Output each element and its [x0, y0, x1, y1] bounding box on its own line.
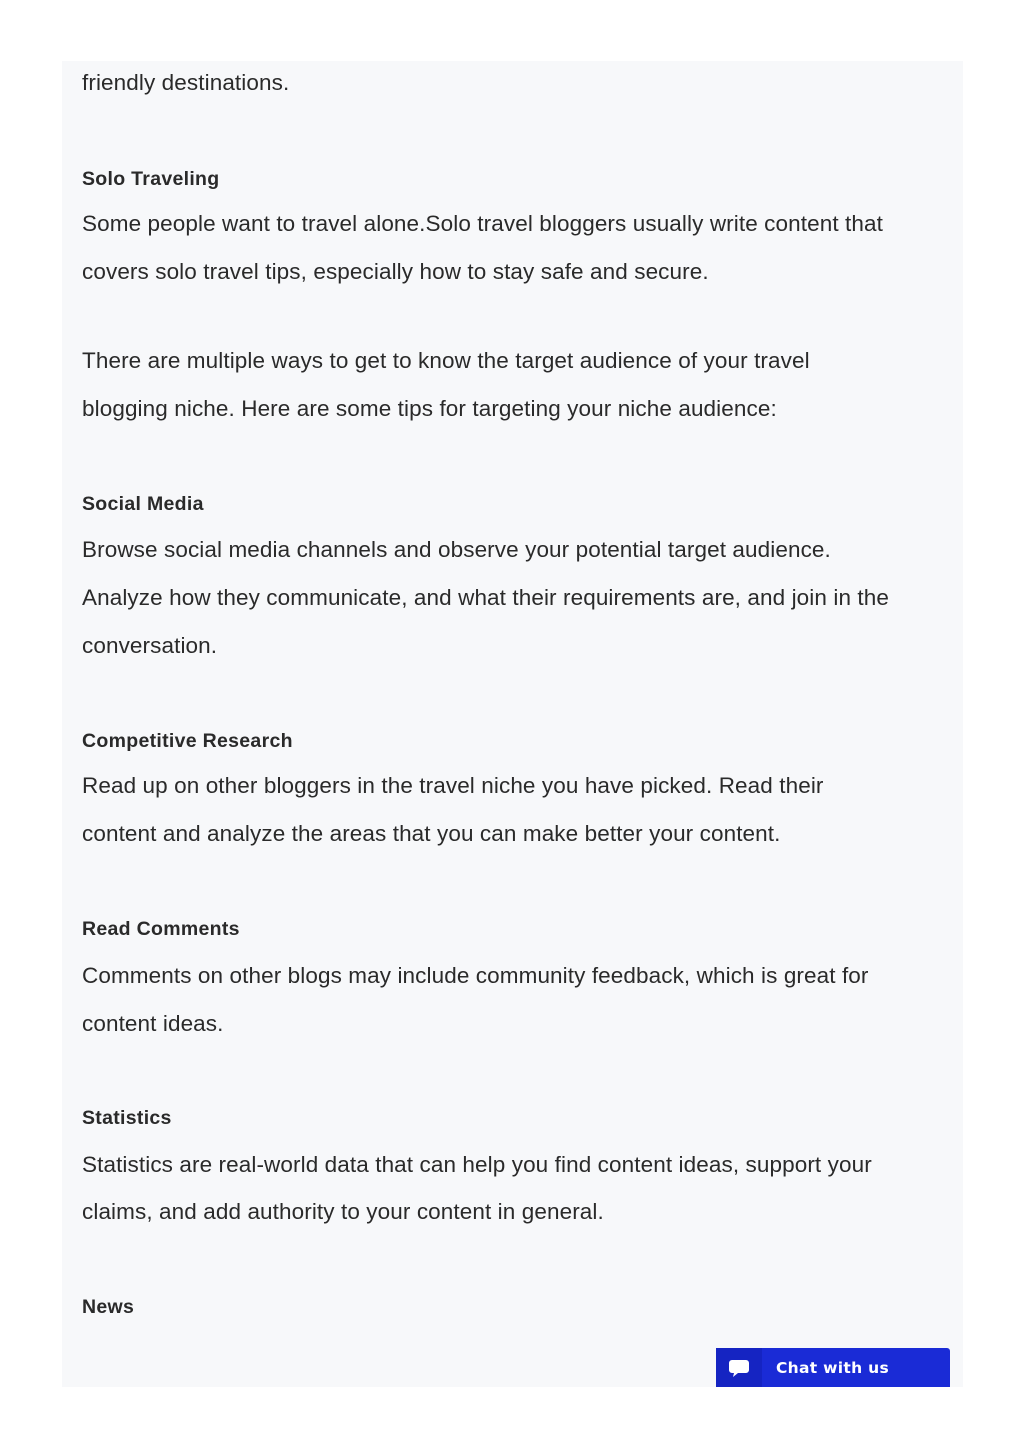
- statistics-line-1: Statistics are real-world data that can help you find content ideas, support your: [82, 1152, 872, 1177]
- solo-traveling-line-2: covers solo travel tips, especially how to stay safe and secure.: [82, 259, 709, 284]
- tip-heading-news: News: [82, 1296, 135, 1318]
- tip-heading-competitive-research: Competitive Research: [82, 730, 293, 752]
- social-media-line-2: Analyze how they communicate, and what their requirements are, and join in the: [82, 585, 889, 610]
- chat-label[interactable]: Chat with us: [776, 1358, 890, 1377]
- tip-heading-social-media: Social Media: [82, 493, 204, 515]
- chat-with-us-button[interactable]: [716, 1348, 950, 1387]
- social-media-line-3: conversation.: [82, 633, 218, 658]
- social-media-line-1: Browse social media channels and observe your potential target audience.: [82, 537, 831, 562]
- statistics-line-2: claims, and add authority to your content in general.: [82, 1199, 604, 1224]
- article-page: [62, 61, 963, 1387]
- competitive-research-line-1: Read up on other bloggers in the travel niche you have picked. Read their: [82, 773, 824, 798]
- read-comments-line-2: content ideas.: [82, 1011, 224, 1036]
- intro-tail-text: friendly destinations.: [82, 70, 290, 95]
- audience-paragraph-line-2: blogging niche. Here are some tips for targeting your niche audience:: [82, 396, 777, 421]
- audience-paragraph-line-1: There are multiple ways to get to know the target audience of your travel: [82, 348, 810, 373]
- solo-traveling-line-1: Some people want to travel alone.Solo travel bloggers usually write content that: [82, 211, 883, 236]
- read-comments-line-1: Comments on other blogs may include community feedback, which is great for: [82, 963, 869, 988]
- competitive-research-line-2: content and analyze the areas that you can make better your content.: [82, 821, 781, 846]
- chat-icon-container[interactable]: [716, 1348, 762, 1387]
- tip-heading-statistics: Statistics: [82, 1107, 172, 1129]
- section-heading-solo-traveling: Solo Traveling: [82, 168, 220, 190]
- chat-bubble-icon: [728, 1357, 750, 1379]
- tip-heading-read-comments: Read Comments: [82, 918, 240, 940]
